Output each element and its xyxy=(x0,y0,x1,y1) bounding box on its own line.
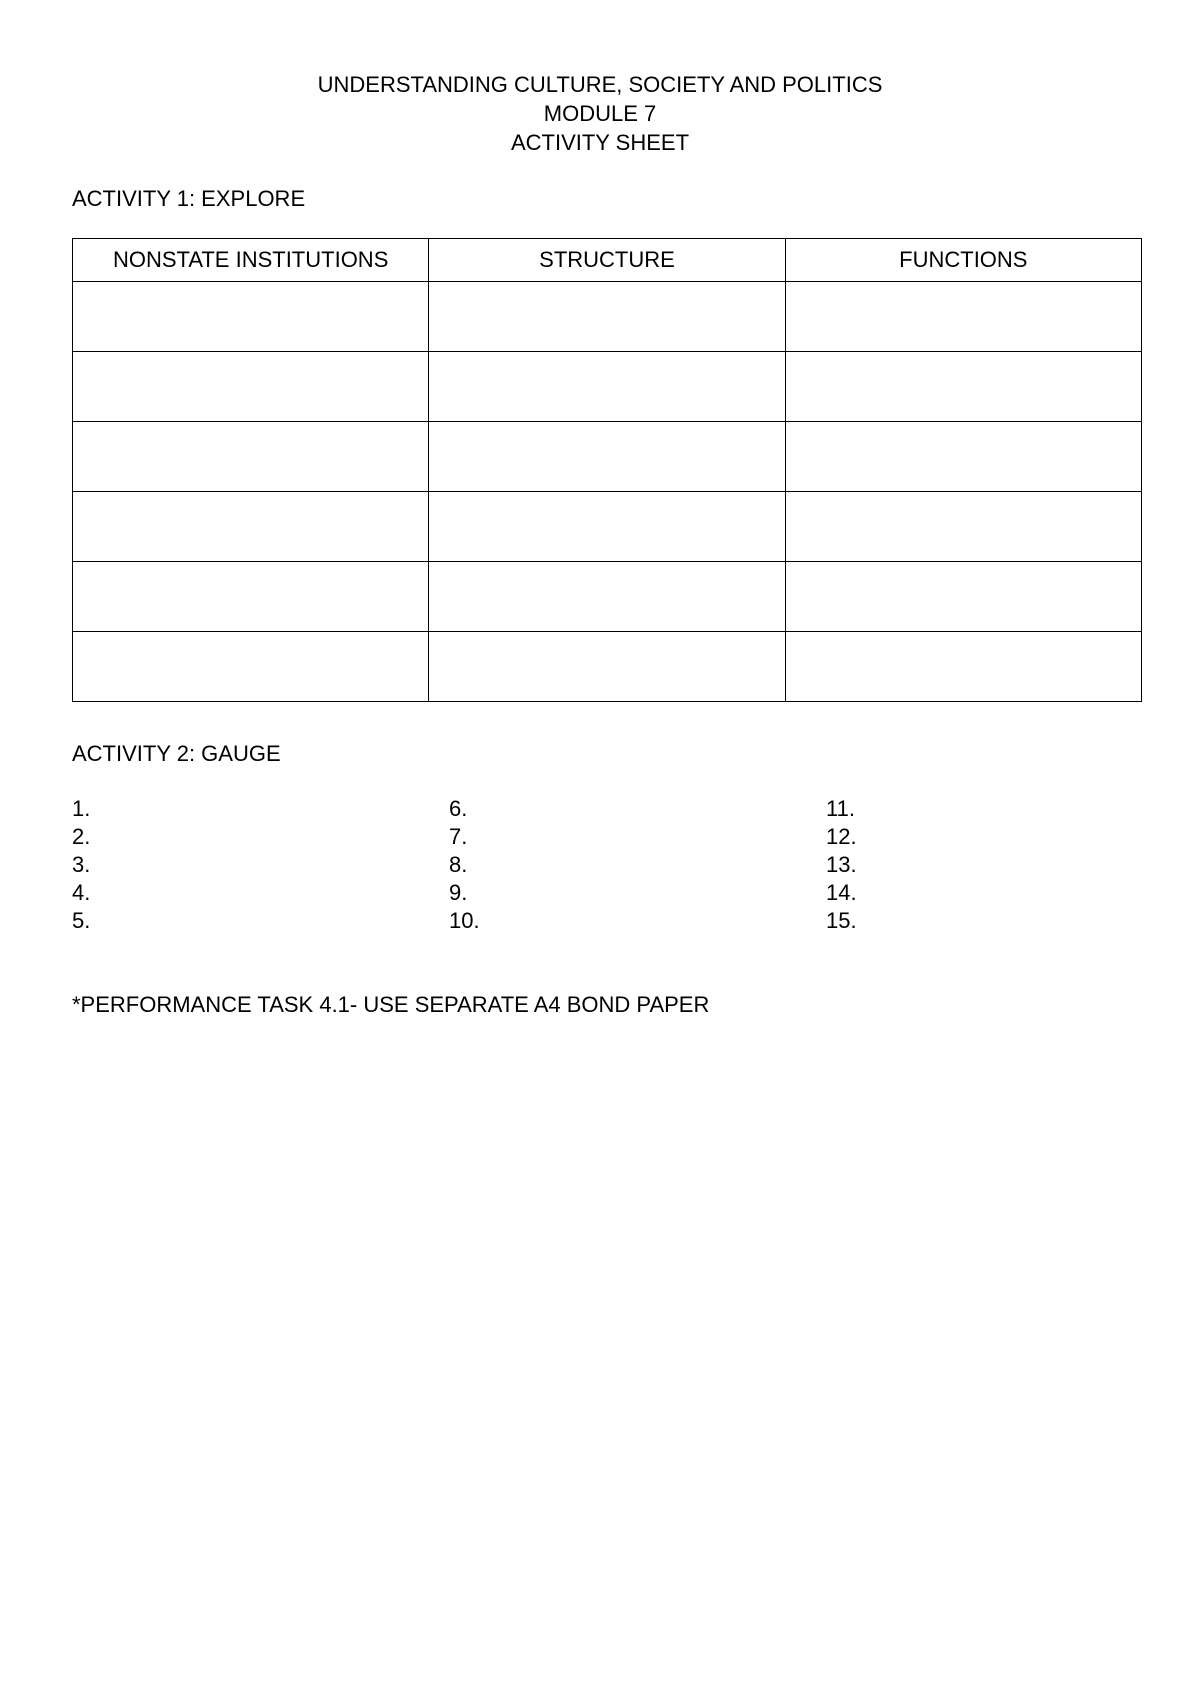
table-cell[interactable] xyxy=(73,352,429,422)
document-title: UNDERSTANDING CULTURE, SOCIETY AND POLITICS xyxy=(317,72,883,97)
answer-column-2 xyxy=(449,795,480,935)
table-cell[interactable] xyxy=(785,632,1141,702)
answer-number-14: 14. xyxy=(826,880,857,905)
answer-number-5: 5. xyxy=(72,908,91,933)
table-cell[interactable] xyxy=(429,632,785,702)
table-cell[interactable] xyxy=(785,562,1141,632)
table-row xyxy=(73,282,1142,352)
answer-number-8: 8. xyxy=(449,852,468,877)
answer-number-4: 4. xyxy=(72,880,91,905)
performance-task-note: *PERFORMANCE TASK 4.1- USE SEPARATE A4 BOND PAPER xyxy=(72,992,710,1017)
table-cell[interactable] xyxy=(785,352,1141,422)
answer-number-15: 15. xyxy=(826,908,857,933)
table-cell[interactable] xyxy=(429,282,785,352)
activity-2-heading: ACTIVITY 2: GAUGE xyxy=(72,741,281,766)
answer-number-7: 7. xyxy=(449,824,468,849)
answer-number-1: 1. xyxy=(72,796,91,821)
table-cell[interactable] xyxy=(429,422,785,492)
table-row xyxy=(73,632,1142,702)
answer-number-13: 13. xyxy=(826,852,857,877)
table-cell[interactable] xyxy=(429,352,785,422)
column-header-nonstate-institutions: NONSTATE INSTITUTIONS xyxy=(73,239,429,282)
document-header xyxy=(0,70,1200,157)
answer-number-6: 6. xyxy=(449,796,468,821)
table-cell[interactable] xyxy=(73,632,429,702)
column-header-functions: FUNCTIONS xyxy=(785,239,1141,282)
answer-number-9: 9. xyxy=(449,880,468,905)
table-cell[interactable] xyxy=(785,422,1141,492)
answer-number-10: 10. xyxy=(449,908,480,933)
table-cell[interactable] xyxy=(73,492,429,562)
answer-number-11: 11. xyxy=(826,796,855,821)
table-cell[interactable] xyxy=(73,282,429,352)
answer-number-12: 12. xyxy=(826,824,857,849)
table-row xyxy=(73,352,1142,422)
column-header-structure: STRUCTURE xyxy=(429,239,785,282)
answer-column-1 xyxy=(72,795,90,935)
table-row xyxy=(73,562,1142,632)
activity-1-heading: ACTIVITY 1: EXPLORE xyxy=(72,186,306,211)
table-cell[interactable] xyxy=(429,492,785,562)
table-cell[interactable] xyxy=(785,282,1141,352)
table-cell[interactable] xyxy=(73,562,429,632)
table-cell[interactable] xyxy=(429,562,785,632)
explore-table xyxy=(72,238,1142,702)
table-cell[interactable] xyxy=(73,422,429,492)
answer-number-2: 2. xyxy=(72,824,91,849)
table-header-row xyxy=(73,239,1142,282)
answer-number-3: 3. xyxy=(72,852,91,877)
sheet-label: ACTIVITY SHEET xyxy=(510,130,690,155)
table-cell[interactable] xyxy=(785,492,1141,562)
table-row xyxy=(73,492,1142,562)
module-label: MODULE 7 xyxy=(543,101,657,126)
table-row xyxy=(73,422,1142,492)
answer-column-3 xyxy=(826,795,857,935)
